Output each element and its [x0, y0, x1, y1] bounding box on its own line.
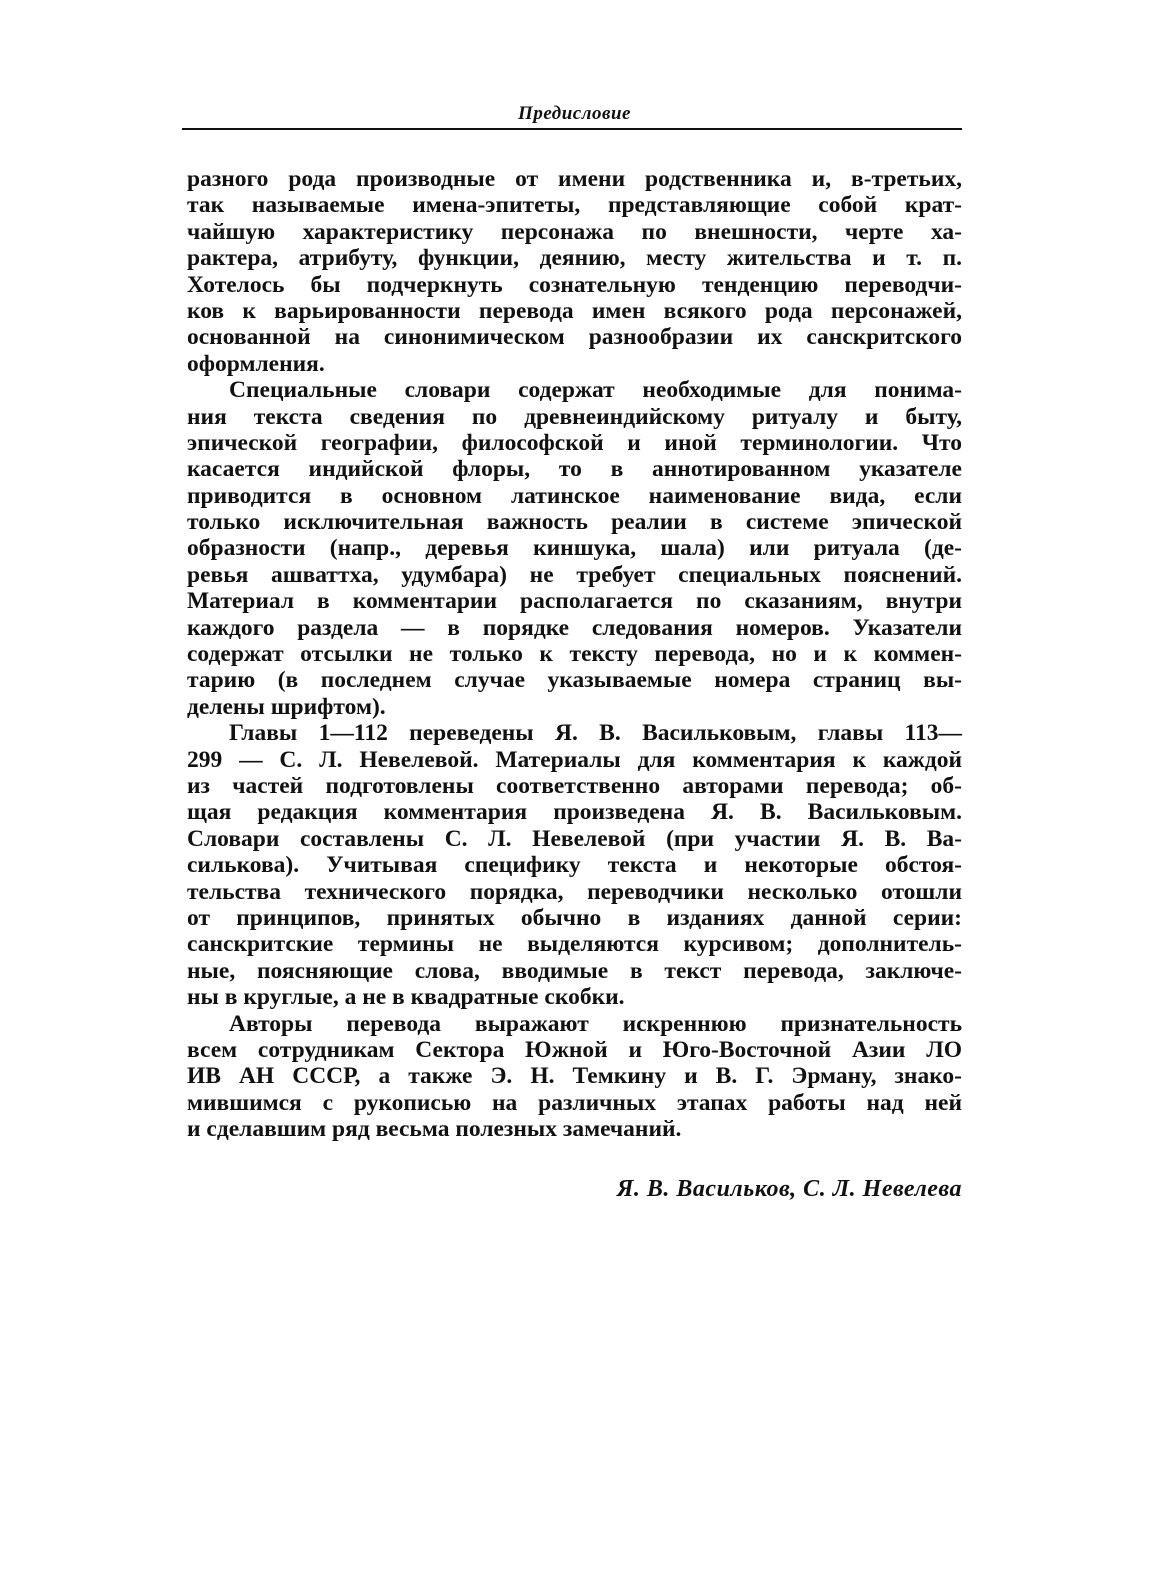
running-title: Предисловие: [518, 103, 631, 124]
text-line: тельства технического порядка, переводчики несколько отошли: [187, 878, 962, 905]
text-line: 299 — С. Л. Невелевой. Материалы для комментария к каждой: [187, 746, 962, 773]
text-line: касается индийской флоры, то в аннотированном указателе: [187, 456, 962, 483]
text-line: чайшую характеристику персонажа по внешности, черте ха-: [187, 218, 962, 245]
paragraph: [187, 377, 962, 720]
text-line: образности (напр., деревья киншука, шала) или ритуала (де-: [187, 535, 962, 562]
paragraph: [187, 720, 962, 1010]
text-line: рактера, атрибуту, функции, деянию, месту жительства и т. п.: [187, 245, 962, 272]
text-line: тарию (в последнем случае указываемые номера страниц вы-: [187, 667, 962, 694]
text-line: от принципов, принятых обычно в изданиях данной серии:: [187, 904, 962, 931]
text-line: Авторы перевода выражают искреннюю признательность: [229, 1010, 962, 1037]
text-line: силькова). Учитывая специфику текста и некоторые обстоя-: [187, 852, 962, 879]
text-line: всем сотрудникам Сектора Южной и Юго-Восточной Азии ЛО: [187, 1036, 962, 1063]
text-line: ные, поясняющие слова, вводимые в текст перевода, заключе-: [187, 957, 962, 984]
text-line: Словари составлены С. Л. Невелевой (при участии Я. В. Ва-: [187, 825, 962, 852]
body-text: [187, 166, 962, 1142]
text-line: приводится в основном латинское наименование вида, если: [187, 482, 962, 509]
document-page: [187, 0, 962, 1588]
text-line: оформления.: [187, 350, 325, 377]
text-line: санскритские термины не выделяются курсивом; дополнитель-: [187, 931, 962, 958]
text-line: ния текста сведения по древнеиндийскому ритуалу и быту,: [187, 403, 962, 430]
text-line: Специальные словари содержат необходимые для понима-: [229, 377, 962, 404]
text-line: делены шрифтом).: [187, 693, 386, 720]
text-line: мившимся с рукописью на различных этапах работы над ней: [187, 1089, 962, 1116]
text-line: Материал в комментарии располагается по сказаниям, внутри: [187, 588, 962, 615]
text-line: ков к варьированности перевода имен всякого рода персонажей,: [187, 297, 962, 324]
text-line: эпической географии, философской и иной терминологии. Что: [187, 429, 962, 456]
text-line: содержат отсылки не только к тексту перевода, но и к коммен-: [187, 641, 962, 668]
text-line: щая редакция комментария произведена Я. В. Васильковым.: [187, 799, 962, 826]
text-line: ИВ АН СССР, а также Э. Н. Темкину и В. Г. Эрману, знако-: [187, 1063, 962, 1090]
text-line: Хотелось бы подчеркнуть сознательную тенденцию переводчи-: [187, 271, 962, 298]
header-rule: [182, 128, 962, 130]
text-line: так называемые имена-эпитеты, представляющие собой крат-: [187, 192, 962, 219]
text-line: из частей подготовлены соответственно авторами перевода; об-: [187, 772, 962, 799]
text-line: разного рода производные от имени родственника и, в-третьих,: [187, 166, 962, 192]
paragraph: [187, 166, 962, 377]
paragraph: [187, 1011, 962, 1143]
text-line: каждого раздела — в порядке следования номеров. Указатели: [187, 614, 962, 641]
text-line: ны в круглые, а не в квадратные скобки.: [187, 984, 625, 1011]
text-line: и сделавшим ряд весьма полезных замечаний.: [187, 1116, 682, 1143]
text-line: ревья ашваттха, удумбара) не требует специальных пояснений.: [187, 561, 962, 588]
text-line: только исключительная важность реалии в системе эпической: [187, 509, 962, 536]
signature: Я. В. Васильков, С. Л. Невелева: [616, 1176, 962, 1202]
text-line: Главы 1—112 переведены Я. В. Васильковым, главы 113—: [229, 720, 962, 747]
text-line: основанной на синонимическом разнообразии их санскритского: [187, 324, 962, 351]
